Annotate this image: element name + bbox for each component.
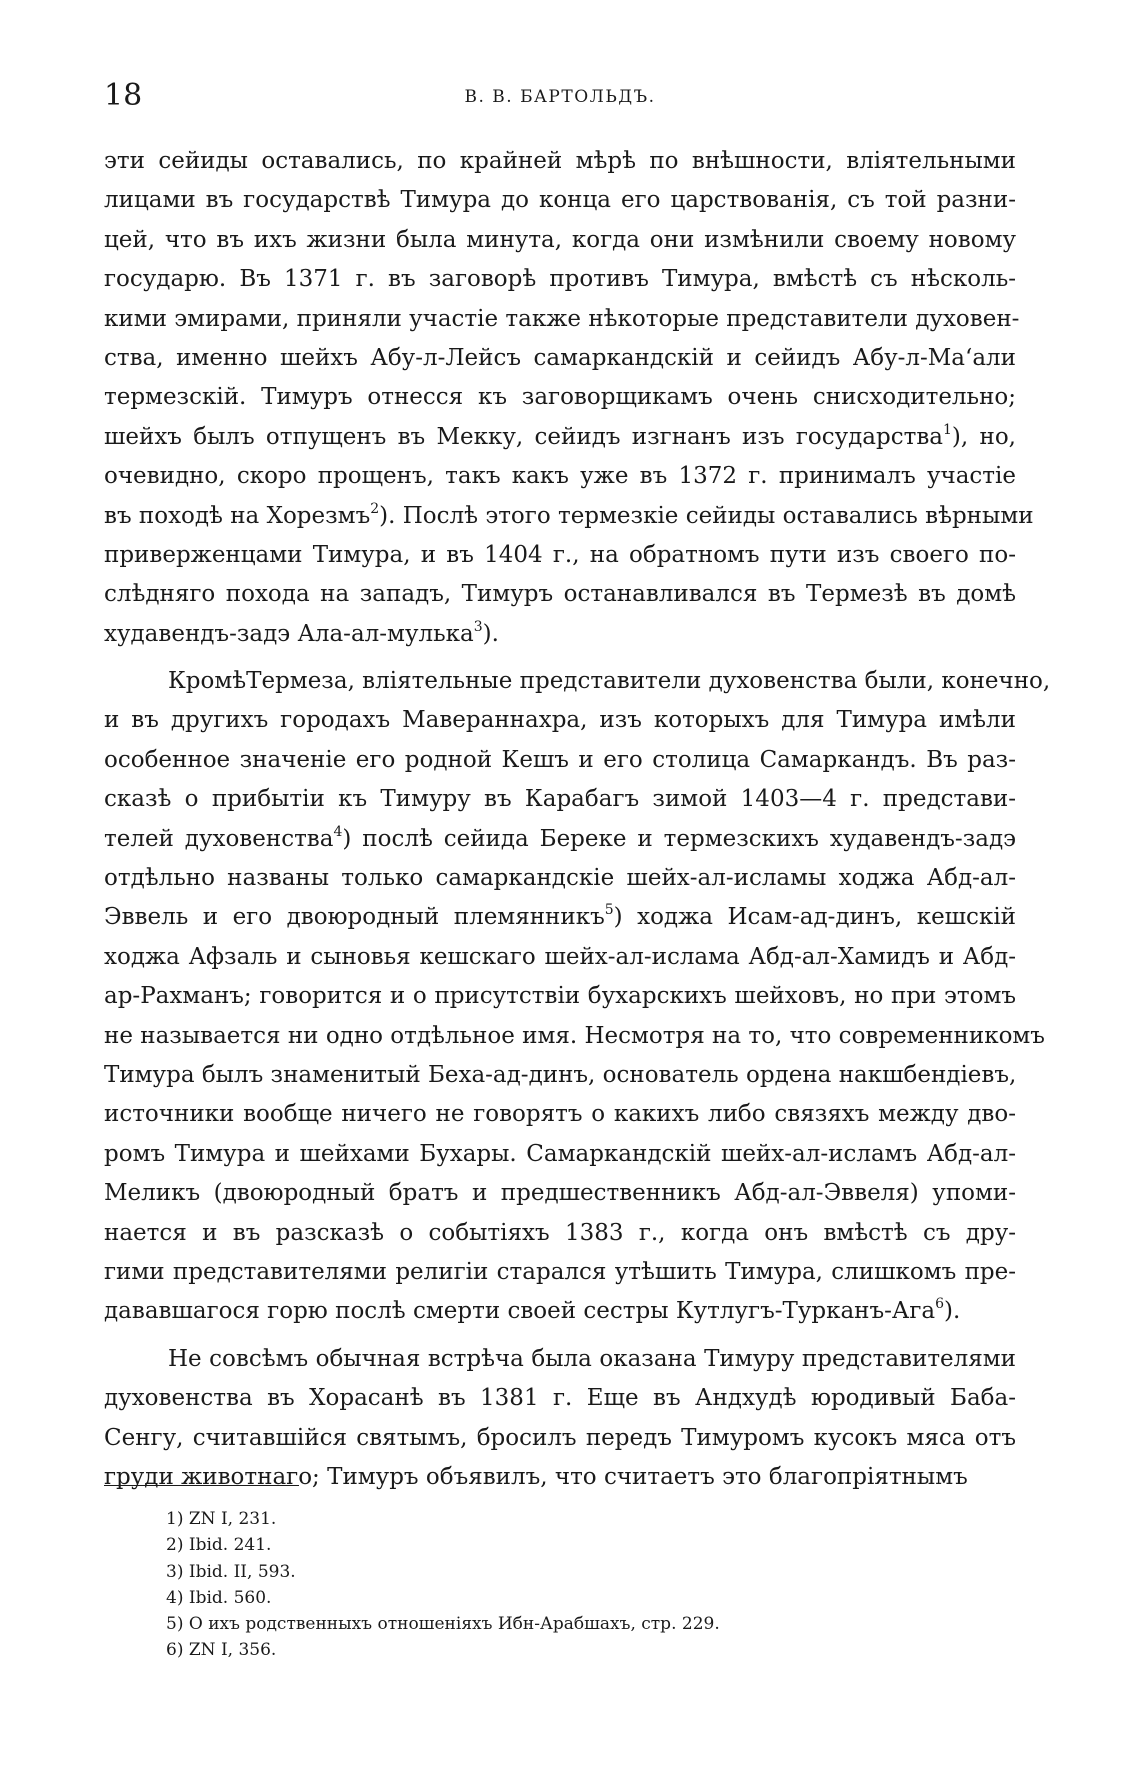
footnote-text: О ихъ родственныхъ отношеніяхъ Ибн-Арабшахъ, стр. 229. <box>183 1614 720 1635</box>
paragraph <box>104 1340 1016 1498</box>
footnote-ref[interactable]: 5 <box>604 902 614 919</box>
footnote <box>166 1506 1016 1532</box>
line-text: нается и въ разсказѣ о событіяхъ 1383 г., когда онъ вмѣстѣ съ дру- <box>104 1219 1016 1246</box>
line-text: гими представителями религіи старался утѣшить Тимура, слишкомъ пре- <box>104 1258 1016 1285</box>
text-line <box>104 1379 1016 1418</box>
footnote-number: 1) <box>166 1509 184 1529</box>
text-line <box>104 859 1016 898</box>
page-header <box>104 76 1016 116</box>
footnotes <box>166 1506 1016 1664</box>
line-text: лицами въ государствѣ Тимура до конца его царствованія, съ той разни- <box>104 187 1016 214</box>
line-text: кими эмирами, приняли участіе также нѣкоторые представители духовен- <box>104 305 1020 332</box>
line-text: Сенгу, считавшійся святымъ, бросилъ передъ Тимуромъ кусокъ мяса отъ <box>104 1424 1016 1451</box>
text-line <box>104 1253 1016 1292</box>
line-text: Тимура былъ знаменитый Беха-ад-динъ, основатель ордена накшбендіевъ, <box>104 1061 1017 1088</box>
text-line <box>104 575 1016 614</box>
footnote-text: Ibid. 560. <box>183 1587 272 1608</box>
text-line <box>104 497 1034 536</box>
line-text: Не совсѣмъ обычная встрѣча была оказана Тимуру представителями <box>168 1345 1016 1372</box>
line-text: источники вообще ничего не говорятъ о какихъ либо связяхъ между дво- <box>104 1101 1016 1128</box>
text-line <box>104 181 1016 220</box>
line-text: въ походѣ на Хорезмъ <box>104 502 371 529</box>
line-text: очевидно, скоро прощенъ, такъ какъ уже въ 1372 г. принималъ участіе <box>104 463 1016 490</box>
text-line <box>104 418 1016 457</box>
line-text: ар-Рахманъ; говорится и о присутствіи бухарскихъ шейховъ, но при этомъ <box>104 983 1016 1010</box>
line-text: не называется ни одно отдѣльное имя. Несмотря на то, что современникомъ <box>104 1022 1045 1049</box>
text-line <box>104 260 1016 299</box>
footnote-number: 3) <box>166 1561 184 1582</box>
text-line <box>104 142 1016 181</box>
footnote <box>166 1611 1016 1637</box>
footnote-text: ZN I, 231. <box>183 1509 277 1529</box>
line-text: Эввель и его двоюродный племянникъ <box>104 904 605 931</box>
footnote-ref[interactable]: 3 <box>473 618 483 635</box>
text-line <box>104 300 1020 339</box>
line-text: ) послѣ сейида Береке и термезскихъ худавендъ-задэ <box>342 825 1016 852</box>
line-text: ) ходжа Исам-ад-динъ, кешскій <box>613 904 1017 931</box>
text-line <box>104 1135 1016 1174</box>
page-number: 18 <box>104 78 143 113</box>
line-text: шейхъ былъ отпущенъ въ Мекку, сейидъ изгнанъ изъ государства <box>104 423 943 450</box>
line-text: ромъ Тимура и шейхами Бухары. Самаркандскій шейх-ал-исламъ Абд-ал- <box>104 1140 1016 1167</box>
running-head: В. В. БАРТОЛЬДЪ. <box>464 87 656 107</box>
text-line <box>104 457 1016 496</box>
footnote-text: Ibid. II, 593. <box>183 1561 296 1582</box>
paragraph <box>104 662 1051 1332</box>
footnote <box>166 1585 1016 1611</box>
line-text: ). Послѣ этого термезкіе сейиды оставались вѣрными <box>379 502 1034 529</box>
text-line <box>104 1419 1016 1458</box>
text-line <box>104 1174 1016 1213</box>
text-line <box>104 536 1016 575</box>
line-text: ства, именно шейхъ Абу-л-Лейсъ самаркандскій и сейидъ Абу-л-Маʻали <box>104 344 1016 371</box>
footnote-text: ZN I, 356. <box>183 1640 277 1661</box>
footnote-ref[interactable]: 6 <box>935 1296 944 1313</box>
line-text: отдѣльно названы только самаркандскіе шейх-ал-исламы ходжа Абд-ал- <box>104 865 1016 892</box>
footnote-separator <box>104 1485 299 1486</box>
footnote <box>166 1637 1016 1663</box>
footnote-ref[interactable]: 2 <box>370 500 380 517</box>
text-line <box>104 221 1016 260</box>
footnote-number: 4) <box>166 1587 184 1608</box>
footnote-number: 5) <box>166 1614 184 1635</box>
text-line <box>104 615 1016 654</box>
text-line <box>104 1017 1045 1056</box>
footnote <box>166 1532 1016 1558</box>
text-line <box>104 741 1016 780</box>
line-text: ходжа Афзаль и сыновья кешскаго шейх-ал-ислама Абд-ал-Хамидъ и Абд- <box>104 943 1016 970</box>
text-line <box>104 378 1016 417</box>
text-line <box>104 898 1016 937</box>
line-text: духовенства въ Хорасанѣ въ 1381 г. Еще въ Андхудѣ юродивый Баба- <box>104 1385 1016 1412</box>
footnote <box>166 1559 1016 1585</box>
main-text <box>104 142 1051 1497</box>
paragraph <box>104 142 1034 654</box>
footnote-ref[interactable]: 4 <box>333 823 343 840</box>
text-line <box>104 780 1016 819</box>
text-line <box>104 1292 1016 1331</box>
line-text: термезскій. Тимуръ отнесся къ заговорщикамъ очень снисходительно; <box>104 384 1016 411</box>
text-line <box>104 662 1051 701</box>
text-line <box>104 1214 1016 1253</box>
line-text: Меликъ (двоюродный братъ и предшественникъ Абд-ал-Эввеля) упоми- <box>104 1180 1016 1207</box>
line-text: и въ другихъ городахъ Мавераннахра, изъ которыхъ для Тимура имѣли <box>104 707 1016 734</box>
line-text: государю. Въ 1371 г. въ заговорѣ противъ Тимура, вмѣстѣ съ нѣсколь- <box>104 266 1016 293</box>
line-text: слѣдняго похода на западъ, Тимуръ останавливался въ Термезѣ въ домѣ <box>104 581 1016 608</box>
text-line <box>104 1095 1016 1134</box>
line-text: КромѣТермеза, вліятельные представители духовенства были, конечно, <box>168 668 1051 695</box>
line-text: груди животнаго; Тимуръ объявилъ, что считаетъ это благопріятнымъ <box>104 1463 968 1490</box>
text-line <box>104 820 1016 859</box>
line-text: ). <box>944 1298 961 1325</box>
line-text: сказѣ о прибытіи къ Тимуру въ Карабагъ зимой 1403—4 г. представи- <box>104 786 1016 813</box>
line-text: цей, что въ ихъ жизни была минута, когда они измѣнили своему новому <box>104 226 1016 253</box>
footnote-number: 6) <box>166 1640 184 1661</box>
text-line <box>104 977 1016 1016</box>
text-line <box>104 1458 1016 1497</box>
line-text: эти сейиды оставались, по крайней мѣрѣ по внѣшности, вліятельными <box>104 148 1016 174</box>
footnote-text: Ibid. 241. <box>183 1535 272 1556</box>
line-text: приверженцами Тимура, и въ 1404 г., на обратномъ пути изъ своего по- <box>104 541 1016 568</box>
line-text: телей духовенства <box>104 825 334 852</box>
line-text: худавендъ-задэ Ала-ал-мулька <box>104 620 474 647</box>
text-line <box>104 1340 1016 1379</box>
text-line <box>104 938 1016 977</box>
footnote-ref[interactable]: 1 <box>943 421 952 438</box>
line-text: ). <box>482 620 499 647</box>
line-text: ), но, <box>951 423 1016 450</box>
text-line <box>104 339 1016 378</box>
text-line <box>104 701 1016 740</box>
footnote-number: 2) <box>166 1535 184 1556</box>
line-text: особенное значеніе его родной Кешъ и его столица Самаркандъ. Въ раз- <box>104 746 1016 773</box>
text-line <box>104 1056 1016 1095</box>
line-text: дававшагося горю послѣ смерти своей сестры Кутлугъ-Турканъ-Ага <box>104 1298 936 1325</box>
